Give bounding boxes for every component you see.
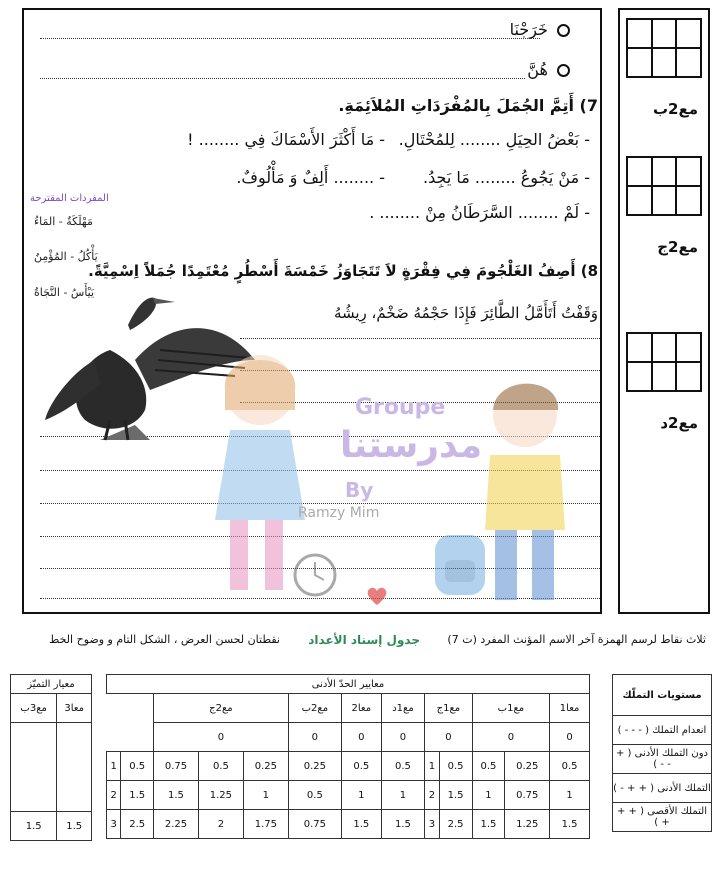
excellence-table: [10, 674, 92, 841]
cell: 1.5: [341, 810, 381, 839]
cell: 3: [425, 810, 439, 839]
grade-label-2: مع2ج: [657, 238, 698, 256]
excellence-header: معيار التميّز: [11, 675, 92, 694]
q7-sentence-1a: - بَعْضُ الحِيَلِ ........ لِلمُحْتَالِ.: [398, 130, 590, 149]
cell: 1.25: [198, 781, 243, 810]
min-criteria-header: معايير الحدّ الأدنى: [107, 675, 590, 694]
cell: 0.75: [288, 810, 341, 839]
watermark-arabic: مدرستنا: [340, 425, 483, 466]
group-header: معا1: [550, 694, 590, 723]
answer-line[interactable]: [40, 38, 540, 39]
cell: 2: [198, 810, 243, 839]
cell: 0: [472, 723, 550, 752]
cell: [11, 723, 57, 812]
cell: 0.5: [439, 752, 472, 781]
cell: 1.75: [243, 810, 288, 839]
vocab-row-1: مَهْلَكَةٌ - المَاءُ: [34, 215, 93, 228]
cell: 1: [341, 781, 381, 810]
q7-sentence-1b: - مَا أَكْثَرَ الأَسْمَاكَ فِي ........ !: [187, 130, 385, 149]
q7-sentence-2a: - مَنْ يَجُوعُ ........ مَا يَجِدُ.: [423, 168, 590, 187]
heart-icon: [365, 585, 389, 607]
cell: 1.5: [381, 810, 425, 839]
cell: 1: [550, 781, 590, 810]
watermark-groupe: Groupe: [355, 395, 446, 420]
min-criteria-table: [106, 674, 590, 839]
grade-column: [618, 8, 710, 614]
cell: 0.75: [154, 752, 199, 781]
group-header: مع1ج: [425, 694, 472, 723]
line-hunna-text: هُنَّ: [527, 60, 548, 79]
cell: 0: [288, 723, 341, 752]
group-header: مع1ب: [472, 694, 550, 723]
level-row: التملك الأدنى ( + + - ): [613, 774, 712, 803]
vocab-row-2: يَأْكُلُ - المُؤْمِنُ: [34, 250, 98, 263]
cell: 1.5: [121, 781, 154, 810]
vocab-title: المفردات المقترحة: [30, 193, 109, 204]
grade-label-1: مع2ب: [652, 100, 698, 118]
cell: 0.25: [243, 752, 288, 781]
cell: 0.75: [505, 781, 550, 810]
caption-hamza: ثلاث نقاط لرسم الهمزة آخر الاسم المؤنث المفرد (ت 7): [447, 633, 706, 646]
bullet-circle-icon: [557, 24, 570, 37]
level-row: دون التملك الأدنى ( + - - ): [613, 745, 712, 774]
cell: 1.5: [439, 781, 472, 810]
levels-header: مستويات التملّك: [613, 675, 712, 716]
cell: 2.5: [439, 810, 472, 839]
cell: 0: [381, 723, 425, 752]
excellence-col: مع3ب: [11, 694, 57, 723]
q7-sentence-2b: - ........ أَلِفٌ وَ مَأْلُوفٌ.: [236, 168, 385, 187]
cell: 1.5: [57, 812, 92, 841]
cell: 0.5: [341, 752, 381, 781]
excellence-col: معا3: [57, 694, 92, 723]
cell: 1: [425, 752, 439, 781]
cell: 1.5: [472, 810, 505, 839]
line-hunna: [527, 60, 570, 79]
cell: 0.5: [381, 752, 425, 781]
cell: 2: [107, 781, 121, 810]
watermark-author: Ramzy Mim: [298, 505, 380, 521]
cell: 0.25: [288, 752, 341, 781]
score-grid[interactable]: [626, 18, 702, 78]
line-kharajna: [510, 20, 570, 39]
cell: 0.5: [198, 752, 243, 781]
q7-sentence-3: - لَمْ ........ السَّرَطَانُ مِنْ ........ .: [369, 203, 590, 222]
caption-table-title: جدول إسناد الأعداد: [308, 633, 420, 647]
q8-title: 8) أَصِفُ الغَلْجُومَ فِي فِقْرَةٍ لاَ تَتَجَاوَزُ خَمْسَةَ أَسْطُرٍ مُعْتَمِدًا جُمَلاً اِسْمِيَّةً.: [88, 262, 598, 280]
cell: 0.5: [550, 752, 590, 781]
grade-label-3: مع2د: [660, 414, 698, 432]
level-row: التملك الأقصى ( + + + ): [613, 803, 712, 832]
cell: 1.5: [154, 781, 199, 810]
score-grid[interactable]: [626, 332, 702, 392]
cell: 0.5: [472, 752, 505, 781]
cell: 1.5: [11, 812, 57, 841]
level-row: انعدام التملك ( - - - ): [613, 716, 712, 745]
score-grid[interactable]: [626, 156, 702, 216]
cell: 0.5: [288, 781, 341, 810]
vocab-row-3: يَيْأَسُ - النَّجَاةُ: [34, 286, 95, 299]
group-header: مع1د: [381, 694, 425, 723]
group-header: مع2ج: [154, 694, 289, 723]
cell: 2.5: [121, 810, 154, 839]
cell: 0: [425, 723, 472, 752]
cell: 1: [472, 781, 505, 810]
cell: 0: [154, 723, 289, 752]
group-header: معا2: [341, 694, 381, 723]
line-kharajna-text: خَرَجْنَا: [509, 20, 548, 39]
cell: 1: [107, 752, 121, 781]
cell: 3: [107, 810, 121, 839]
levels-table: [612, 674, 712, 832]
group-header: مع2ب: [288, 694, 341, 723]
cell: 0: [341, 723, 381, 752]
bullet-circle-icon: [557, 64, 570, 77]
cell: 1.25: [505, 810, 550, 839]
cell: [57, 723, 92, 812]
q8-start-sentence: وَقَفْتُ أَتَأَمَّلُ الطَّائِرَ فَإِذَا حَجْمُهُ ضَخْمٌ، رِيشُهُ: [333, 304, 598, 322]
clock-icon: [290, 550, 340, 600]
q7-title: 7) أَتِمَّ الجُمَلَ بِالمُفْرَدَاتِ المُلاَئِمَةِ.: [338, 96, 598, 115]
cell: 1: [243, 781, 288, 810]
cell: 1.5: [550, 810, 590, 839]
answer-line[interactable]: [40, 78, 525, 79]
watermark-by: By: [345, 478, 374, 502]
backpack-icon: [430, 520, 490, 600]
cell: 2.25: [154, 810, 199, 839]
cell: 0.5: [121, 752, 154, 781]
cell: 0.25: [505, 752, 550, 781]
cell: 2: [425, 781, 439, 810]
cell: 0: [550, 723, 590, 752]
cell: 1: [381, 781, 425, 810]
caption-presentation: نقطتان لحسن العرض ، الشكل التام و وضوح الخط: [49, 633, 280, 646]
